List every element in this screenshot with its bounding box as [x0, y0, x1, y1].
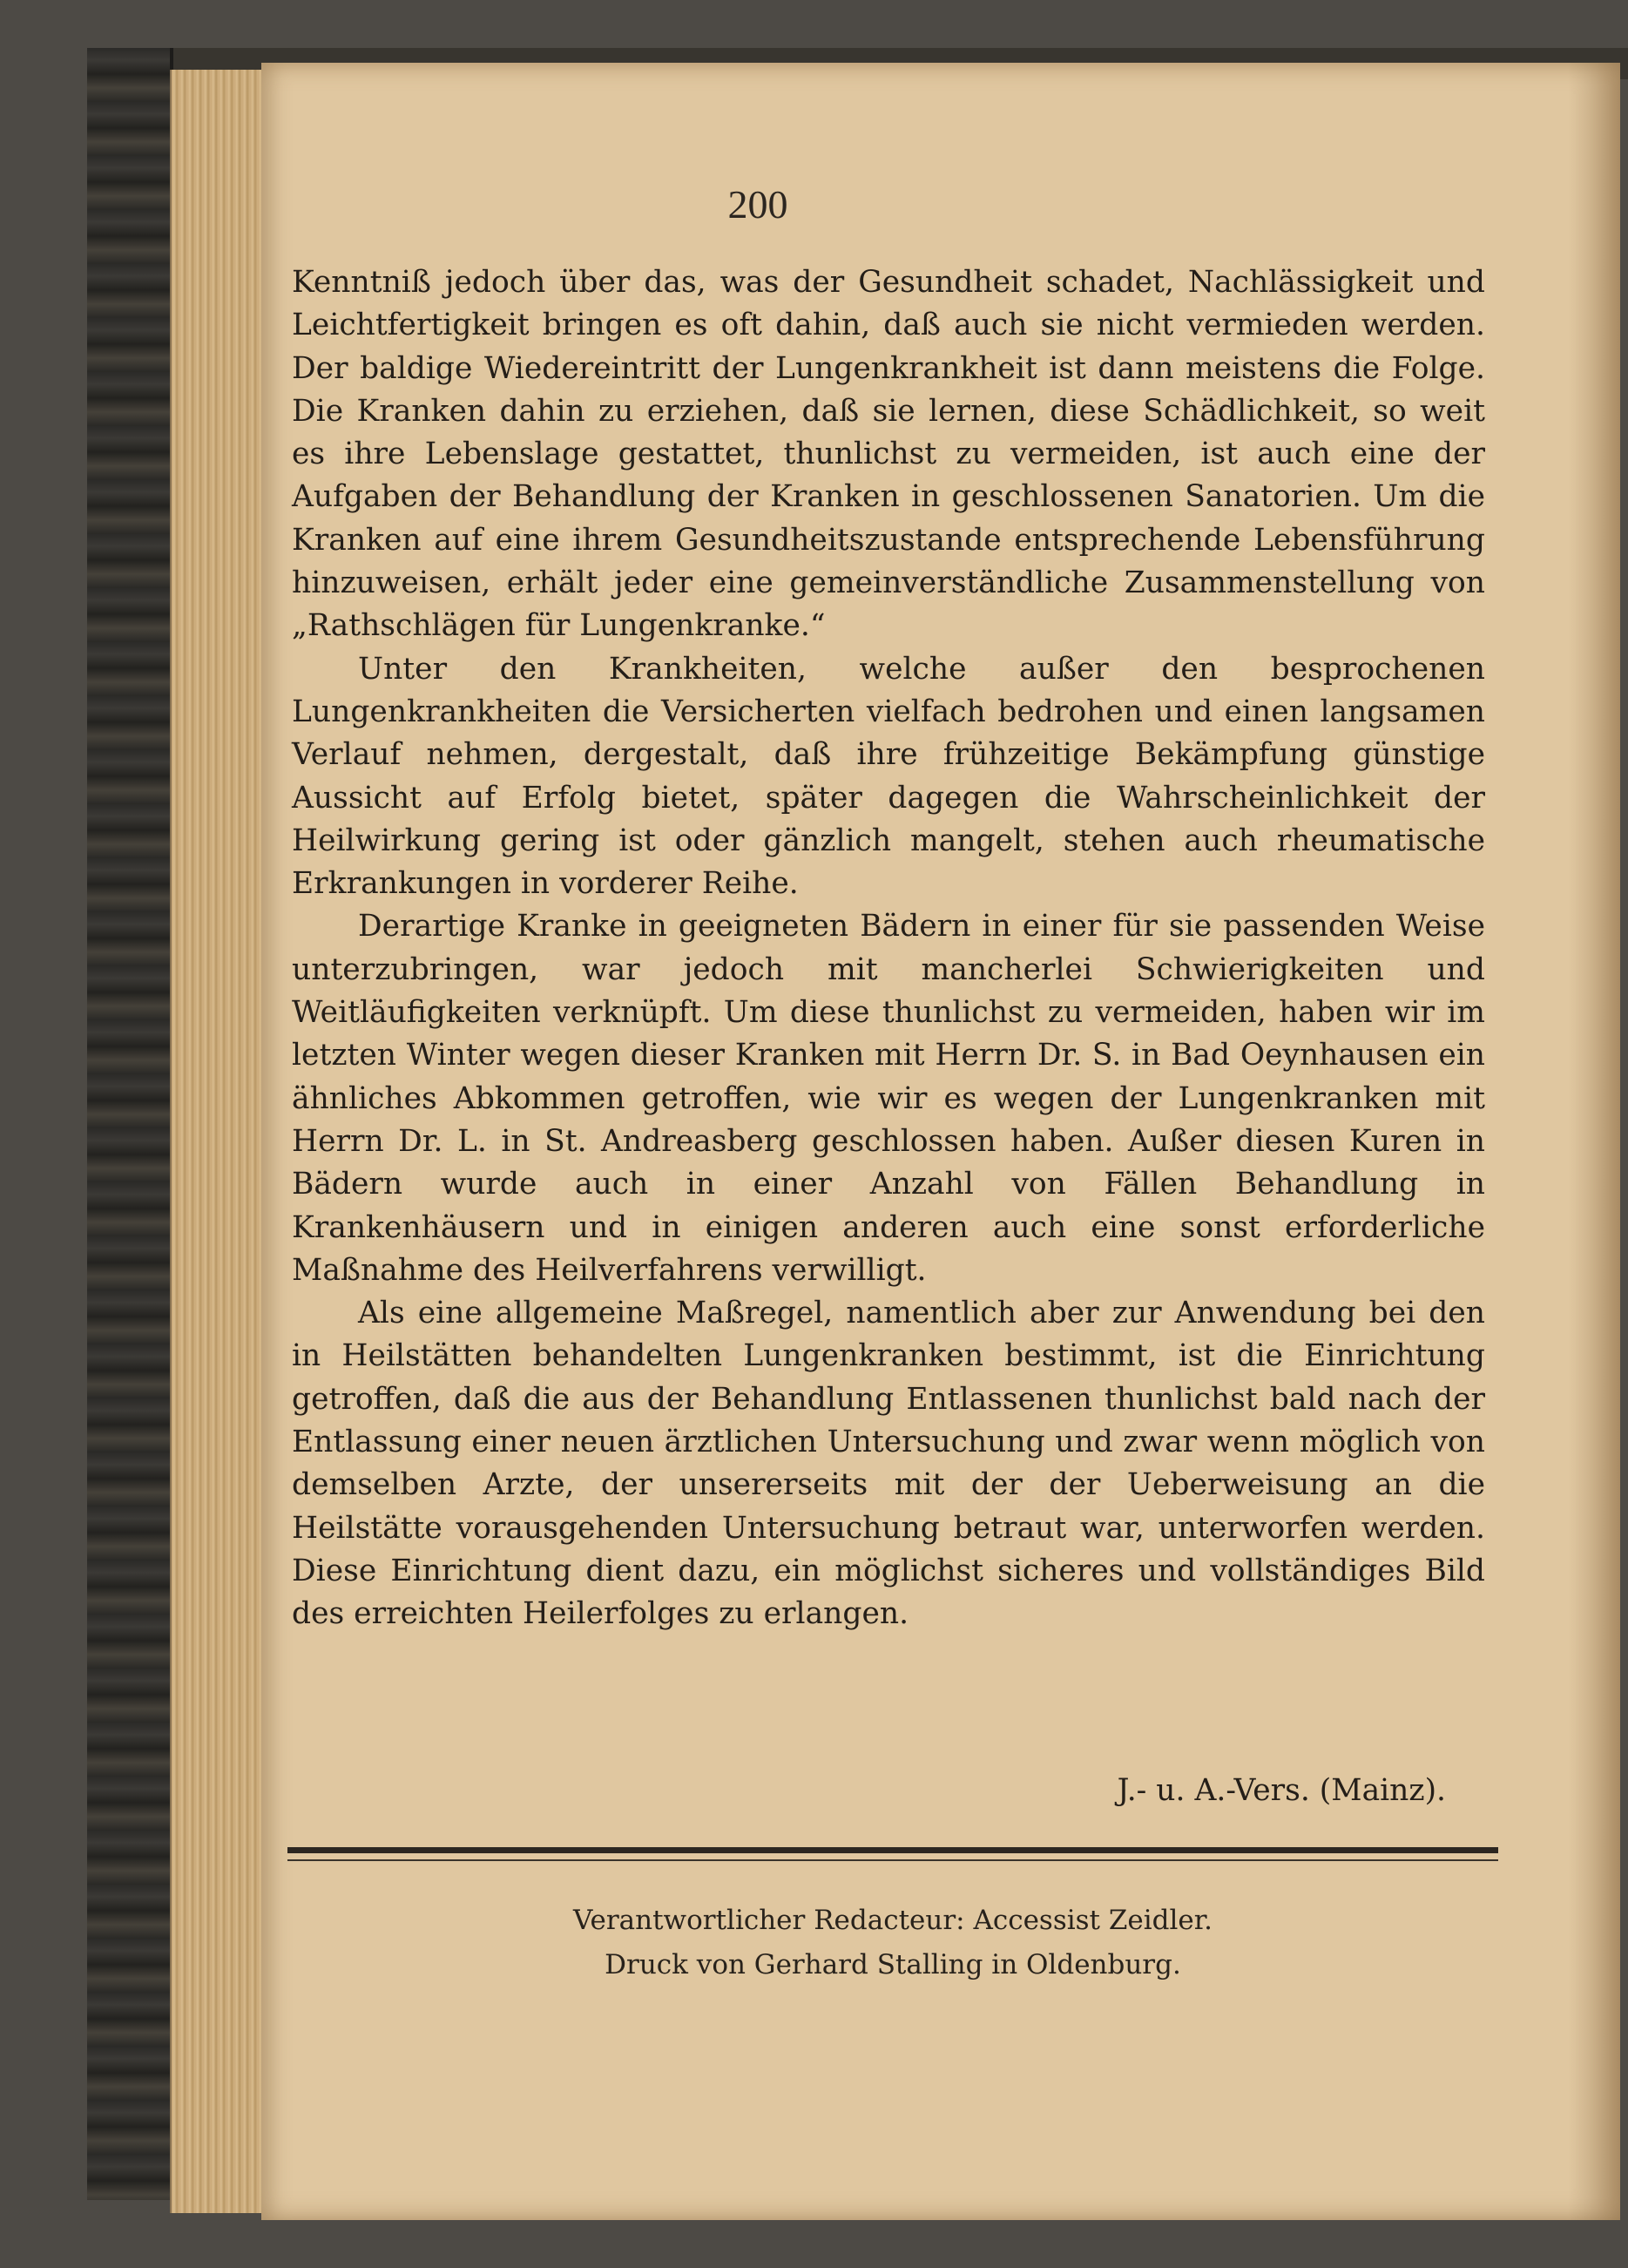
book-binding [87, 48, 173, 2200]
signature: J.- u. A.-Vers. (Mainz). [1117, 1773, 1446, 1808]
imprint-printer: Druck von Gerhard Stalling in Oldenburg. [605, 1949, 1181, 1980]
thick-rule [287, 1847, 1498, 1853]
page-edges [170, 70, 276, 2213]
page-number: 200 [727, 182, 788, 227]
body-text [292, 261, 1485, 1636]
thin-rule [287, 1859, 1498, 1861]
paragraph-2: Unter den Krankheiten, welche außer den besprochenen Lungenkrankheiten die Versicherten vielfach bedrohen und einen langsamen Verlauf nehmen, dergestalt, daß ihre frühzeitige Bekämpfung günstige Aussicht auf Erfolg bietet, später dagegen die Wahrscheinlichkeit der Heilwirkung gering ist oder gänzlich mangelt, stehen auch rheumatische Erkrankungen in vorderer Reihe. [292, 651, 1485, 902]
paragraph-4: Als eine allgemeine Maßregel, namentlich aber zur Anwendung bei den in Heilstätten behandelten Lungenkranken bestimmt, ist die Einrichtung getroffen, daß die aus der Behandlung Entlassenen thunlichst bald nach der Entlassung einer neuen ärztlichen Untersuchung und zwar wenn möglich von demselben Arzte, der unsererseits mit der der Ueberweisung an die Heilstätte vorausgehenden Untersuchung betraut war, unterworfen werden. Diese Einrichtung dient dazu, ein möglichst sicheres und vollständiges Bild des erreichten Heilerfolges zu erlangen. [292, 1296, 1485, 1632]
paragraph-3: Derartige Kranke in geeigneten Bädern in einer für sie passenden Weise unterzubringen, war jedoch mit mancherlei Schwierigkeiten und Weitläufigkeiten verknüpft. Um diese thunlichst zu vermeiden, haben wir im letzten Winter wegen dieser Kranken mit Herrn Dr. S. in Bad Oeynhausen ein ähnliches Abkommen getroffen, wie wir es wegen der Lungenkranken mit Herrn Dr. L. in St. Andreasberg geschlossen haben. Außer diesen Kuren in Bädern wurde auch in einer Anzahl von Fällen Behandlung in Krankenhäusern und in einigen anderen auch eine sonst erforderliche Maßnahme des Heilverfahrens verwilligt. [292, 909, 1485, 1288]
imprint-editor: Verantwortlicher Redacteur: Accessist Zeidler. [572, 1905, 1213, 1936]
paragraph-1: Kenntniß jedoch über das, was der Gesundheit schadet, Nachlässigkeit und Leichtfertigkeit bringen es oft dahin, daß auch sie nicht vermieden werden. Der baldige Wiedereintritt der Lungenkrankheit ist dann meistens die Folge. Die Kranken dahin zu erziehen, daß sie lernen, diese Schädlichkeit, so weit es ihre Lebenslage gestattet, thunlichst zu vermeiden, ist auch eine der Aufgaben der Behandlung der Kranken in geschlossenen Sanatorien. Um die Kranken auf eine ihrem Gesundheitszustande entsprechende Lebensführung hinzuweisen, erhält jeder eine gemeinverständliche Zusammenstellung von „Rathschlägen für Lungenkranke.“ [292, 265, 1485, 644]
